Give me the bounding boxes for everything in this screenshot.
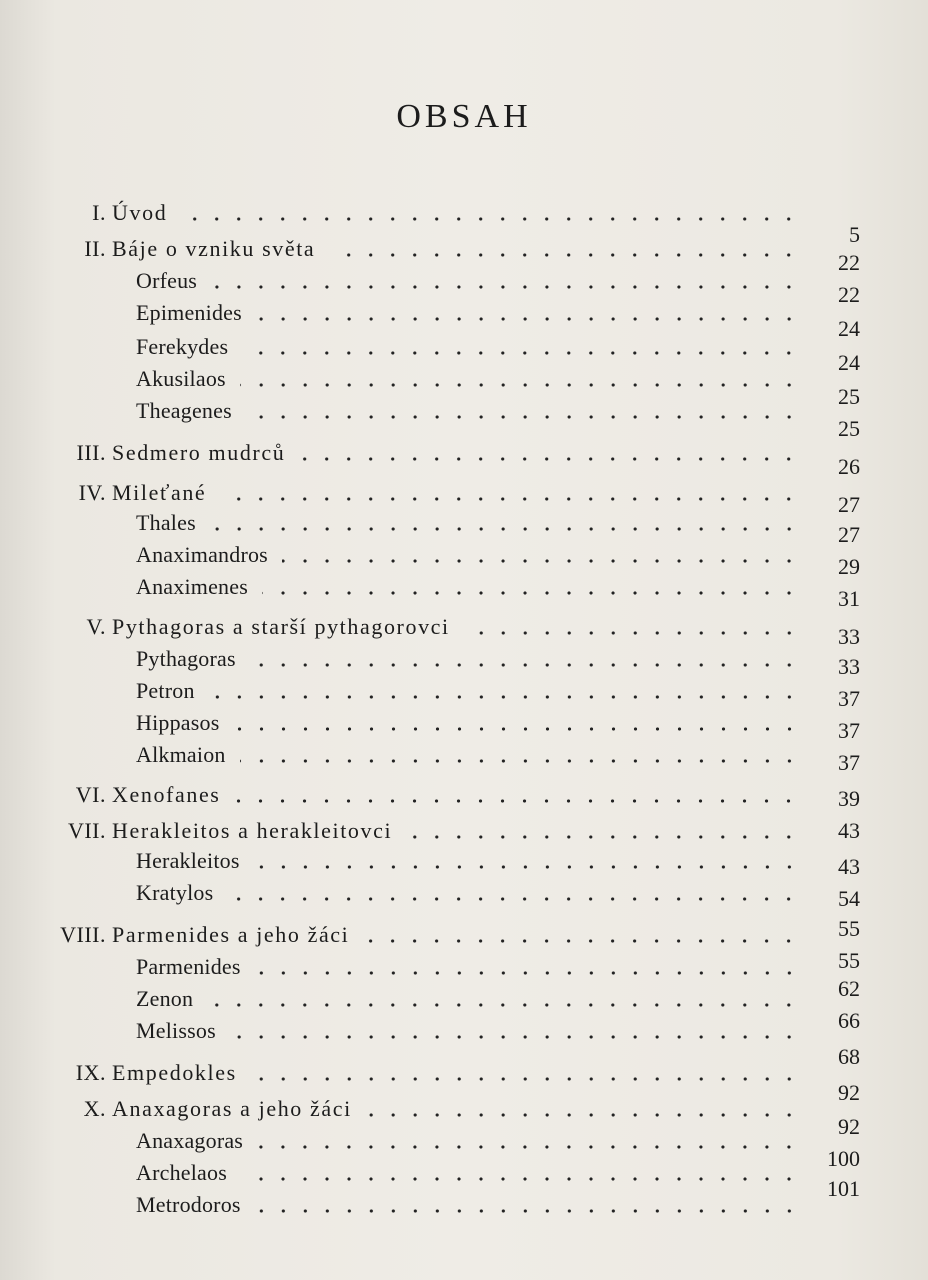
- toc-entry: [0, 574, 860, 611]
- toc-entry: [0, 398, 860, 441]
- page-number: 22: [838, 282, 860, 307]
- page-number: 37: [838, 686, 860, 711]
- toc-entry: [0, 1080, 860, 1126]
- leader-dots: [256, 317, 800, 321]
- leader-dots: [209, 695, 800, 699]
- section-title: Ferekydes: [136, 334, 229, 359]
- leader-dots: [262, 591, 800, 595]
- leader-dots: [181, 217, 800, 221]
- toc-entry: [0, 366, 860, 409]
- toc-entry: [0, 542, 860, 579]
- leader-dots: [282, 559, 800, 563]
- toc-entry: [0, 742, 860, 775]
- leader-dots: [464, 631, 800, 635]
- page-number: 33: [838, 654, 860, 679]
- leader-dots: [240, 383, 800, 387]
- page-number: 25: [838, 384, 860, 409]
- page-number: 33: [838, 624, 860, 649]
- chapter-title: Sedmero mudrců: [112, 440, 286, 465]
- section-title: Hippasos: [136, 710, 220, 735]
- section-title: Anaxagoras: [136, 1128, 244, 1153]
- chapter-title: Parmenides a jeho žáci: [112, 922, 350, 947]
- page-number: 31: [838, 586, 860, 611]
- chapter-number: IX.: [75, 1060, 106, 1085]
- toc-entry: [0, 880, 860, 910]
- chapter-title: Anaxagoras a jeho žáci: [112, 1096, 352, 1121]
- section-title: Pythagoras: [136, 646, 236, 671]
- leader-dots: [251, 1077, 800, 1081]
- section-title: Herakleitos: [136, 848, 240, 873]
- chapter-title: Xenofanes: [112, 782, 221, 807]
- toc-entry: [0, 440, 860, 479]
- chapter-title: Pythagoras a starší pythagorovci: [112, 614, 450, 639]
- toc-entry: [0, 510, 860, 547]
- chapter-title: Úvod: [112, 200, 168, 225]
- toc-entry: [0, 1044, 860, 1090]
- leader-dots: [210, 527, 800, 531]
- section-title: Zenon: [136, 986, 194, 1011]
- section-title: Melissos: [136, 1018, 216, 1043]
- toc-entry: [0, 480, 860, 517]
- page-number: 29: [838, 554, 860, 579]
- page-number: 54: [838, 886, 860, 911]
- page-number: 92: [838, 1114, 860, 1139]
- leader-dots: [250, 663, 800, 667]
- toc-entry: [0, 818, 860, 848]
- section-title: Theagenes: [136, 398, 232, 423]
- page-number: 22: [838, 250, 860, 275]
- leader-dots: [234, 799, 800, 803]
- chapter-number: IV.: [78, 480, 106, 505]
- leader-dots: [363, 939, 800, 943]
- leader-dots: [241, 1177, 800, 1181]
- chapter-number: VII.: [67, 818, 106, 843]
- leader-dots: [220, 497, 800, 501]
- section-title: Thales: [136, 510, 196, 535]
- section-title: Epimenides: [136, 300, 242, 325]
- toc-entry: [0, 976, 860, 1016]
- leader-dots: [406, 835, 800, 839]
- chapter-number: I.: [92, 200, 106, 225]
- toc-entry: [0, 1146, 860, 1190]
- section-title: Akusilaos: [136, 366, 226, 391]
- leader-dots: [299, 457, 800, 461]
- section-title: Anaximandros: [136, 542, 268, 567]
- page-number: 27: [838, 522, 860, 547]
- page-number: 43: [838, 818, 860, 843]
- toc-entry: [0, 916, 860, 952]
- toc-entry: [0, 334, 860, 375]
- page-number: 92: [838, 1080, 860, 1105]
- chapter-title: Mileťané: [112, 480, 207, 505]
- chapter-title: Báje o vzniku světa: [112, 236, 316, 261]
- page-number: 62: [838, 976, 860, 1001]
- toc-entry: [0, 646, 860, 679]
- leader-dots: [242, 351, 800, 355]
- chapter-number: II.: [84, 236, 106, 261]
- chapter-title: Herakleitos a herakleitovci: [112, 818, 393, 843]
- leader-dots: [207, 1003, 800, 1007]
- page-number: 39: [838, 786, 860, 811]
- page-number: 27: [838, 492, 860, 517]
- page-number: 101: [827, 1176, 860, 1201]
- toc-entry: [0, 236, 860, 275]
- page-number: 68: [838, 1044, 860, 1069]
- page-number: 26: [838, 454, 860, 479]
- section-title: Orfeus: [136, 268, 198, 293]
- leader-dots: [230, 1035, 800, 1039]
- toc-entry: [0, 1176, 860, 1222]
- leader-dots: [246, 415, 800, 419]
- page-title: OBSAH: [396, 98, 532, 135]
- section-title: Metrodoros: [136, 1192, 241, 1217]
- chapter-number: VIII.: [60, 922, 106, 947]
- page-number: 55: [838, 948, 860, 973]
- leader-dots: [211, 285, 800, 289]
- section-title: Alkmaion: [136, 742, 226, 767]
- toc-entry: [0, 678, 860, 711]
- toc-entry: [0, 782, 860, 812]
- leader-dots: [227, 897, 800, 901]
- page-number: 37: [838, 718, 860, 743]
- toc-entry: [0, 848, 860, 878]
- chapter-number: V.: [86, 614, 106, 639]
- toc-entry: [0, 300, 860, 341]
- page-number: 24: [838, 316, 860, 341]
- leader-dots: [255, 1209, 800, 1213]
- chapter-number: X.: [83, 1096, 106, 1121]
- section-title: Kratylos: [136, 880, 214, 905]
- page-number: 37: [838, 750, 860, 775]
- page-number: 100: [827, 1146, 860, 1171]
- page-number: 66: [838, 1008, 860, 1033]
- toc-entry: [0, 948, 860, 984]
- leader-dots: [366, 1113, 800, 1117]
- section-title: Petron: [136, 678, 195, 703]
- toc-entry: [0, 1114, 860, 1158]
- toc-entry: [0, 614, 860, 649]
- page-number: 24: [838, 350, 860, 375]
- leader-dots: [234, 727, 801, 731]
- page-number: 25: [838, 416, 860, 441]
- section-title: Anaximenes: [136, 574, 248, 599]
- page-number: 43: [838, 854, 860, 879]
- toc-entry: [0, 200, 860, 247]
- leader-dots: [255, 971, 800, 975]
- chapter-number: VI.: [75, 782, 106, 807]
- leader-dots: [257, 1145, 800, 1149]
- chapter-number: III.: [76, 440, 106, 465]
- page-number: 5: [849, 222, 860, 247]
- leader-dots: [240, 759, 800, 763]
- leader-dots: [329, 253, 800, 257]
- section-title: Archelaos: [136, 1160, 227, 1185]
- chapter-title: Empedokles: [112, 1060, 237, 1085]
- toc-entry: [0, 1008, 860, 1048]
- page-number: 55: [838, 916, 860, 941]
- toc-entry: [0, 268, 860, 307]
- leader-dots: [254, 865, 800, 869]
- toc-entry: [0, 710, 860, 743]
- section-title: Parmenides: [136, 954, 241, 979]
